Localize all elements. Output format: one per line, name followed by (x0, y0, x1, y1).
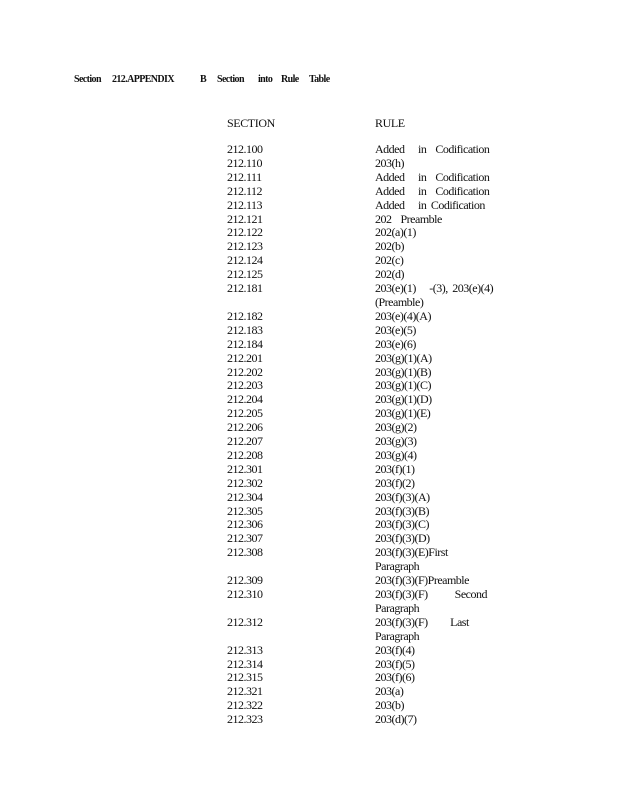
section-number: 212.313 (227, 642, 263, 657)
rule-reference: Added in Codification (375, 197, 485, 212)
rule-reference: 202(c) (375, 253, 404, 268)
section-number: 212.203 (227, 378, 263, 393)
table-row (227, 671, 527, 685)
conversion-table (227, 143, 527, 727)
rule-reference: 203(f)(2) (375, 475, 415, 490)
heading-word-appendix: 212.APPENDIX (112, 74, 174, 85)
table-row (227, 477, 527, 491)
section-number: 212.310 (227, 587, 263, 601)
rule-reference: 203(f)(3)(D) (375, 531, 430, 546)
table-row (227, 393, 527, 407)
section-number: 212.322 (227, 698, 263, 713)
section-number: 212.323 (227, 712, 263, 727)
table-row (227, 199, 527, 213)
table-row (227, 713, 527, 727)
table-row (227, 171, 527, 185)
section-number: 212.124 (227, 253, 263, 268)
table-row (227, 699, 527, 713)
rule-reference: 203(g)(1)(B) (375, 364, 431, 379)
section-number: 212.110 (227, 155, 263, 170)
rule-reference: 202(d) (375, 267, 404, 282)
section-number: 212.183 (227, 322, 263, 337)
section-number: 212.306 (227, 517, 263, 532)
table-row (227, 421, 527, 435)
table-row (227, 352, 527, 366)
rule-reference: 202(b) (375, 239, 404, 254)
table-row (227, 185, 527, 199)
table-row (227, 282, 527, 310)
section-number: 212.181 (227, 281, 263, 296)
section-number: 212.202 (227, 364, 263, 379)
rule-reference: 203(g)(2) (375, 420, 417, 435)
table-row (227, 463, 527, 477)
section-number: 212.315 (227, 670, 263, 685)
table-row (227, 407, 527, 421)
table-row (227, 268, 527, 282)
rule-reference: Added in Codification (375, 169, 490, 184)
table-row (227, 157, 527, 171)
rule-reference: 203(g)(1)(E) (375, 406, 431, 421)
section-number: 212.305 (227, 503, 263, 518)
rule-reference: 203(f)(3)(F) Last Paragraph (375, 614, 478, 643)
section-number: 212.204 (227, 392, 263, 407)
section-number: 212.205 (227, 406, 263, 421)
table-row (227, 616, 527, 644)
section-number: 212.125 (227, 267, 263, 282)
rule-reference: 203(f)(4) (375, 642, 415, 657)
table-row (227, 254, 527, 268)
rule-reference: 203(g)(1)(D) (375, 392, 432, 407)
rule-reference: Added in Codification (375, 142, 490, 156)
rule-reference: 203(g)(4) (375, 447, 417, 462)
rule-reference: 203(f)(3)(F) Second Paragraph (375, 587, 492, 615)
section-number: 212.121 (227, 211, 263, 226)
rule-reference: 203(f)(6) (375, 670, 415, 685)
rule-reference: 203(g)(1)(A) (375, 350, 432, 365)
section-number: 212.184 (227, 336, 263, 351)
section-number: 212.111 (227, 169, 262, 184)
heading-word-section: Section (74, 74, 101, 85)
rule-reference: 203(f)(3)(B) (375, 503, 429, 518)
table-row (227, 366, 527, 380)
rule-reference: 203(f)(3)(C) (375, 517, 429, 532)
rule-reference: 203(f)(3)(F)Preamble (375, 573, 469, 588)
table-row (227, 574, 527, 588)
section-number: 212.309 (227, 573, 263, 588)
section-number: 212.182 (227, 308, 263, 323)
section-number: 212.302 (227, 475, 263, 490)
heading-word-b: B (200, 74, 207, 85)
rule-reference: 203(f)(3)(E)First Paragraph (375, 545, 484, 574)
heading-word-section-2: Section (217, 74, 244, 85)
rule-reference: 203(e)(1) -(3), 203(e)(4)(Preamble) (375, 281, 494, 309)
table-row (227, 449, 527, 463)
section-number: 212.201 (227, 350, 263, 365)
section-number: 212.122 (227, 225, 263, 240)
rule-reference: 202(a)(1) (375, 225, 416, 240)
section-number: 212.206 (227, 420, 263, 435)
table-row (227, 435, 527, 449)
section-number: 212.123 (227, 239, 263, 254)
heading-word-into: into (258, 74, 273, 85)
heading-word-rule: Rule (281, 74, 299, 85)
table-row (227, 644, 527, 658)
table-row (227, 213, 527, 227)
table-row (227, 588, 527, 616)
rule-reference: 203(b) (375, 698, 404, 713)
table-row (227, 685, 527, 699)
rule-reference: 203(g)(3) (375, 434, 417, 449)
rule-reference: 203(d)(7) (375, 712, 417, 727)
rule-reference: 203(e)(6) (375, 336, 416, 351)
section-column-header: SECTION (227, 116, 275, 130)
section-number: 212.307 (227, 531, 263, 546)
table-row (227, 532, 527, 546)
section-number: 212.207 (227, 434, 263, 449)
rule-reference: 203(a) (375, 684, 404, 699)
rule-reference: 202 Preamble (375, 211, 442, 226)
section-number: 212.312 (227, 614, 263, 629)
section-number: 212.100 (227, 142, 263, 156)
table-row (227, 338, 527, 352)
rule-column-header: RULE (375, 116, 405, 130)
section-number: 212.308 (227, 545, 263, 560)
section-number: 212.112 (227, 183, 263, 198)
rule-reference: 203(e)(5) (375, 322, 416, 337)
table-row (227, 310, 527, 324)
rule-reference: 203(h) (375, 155, 404, 170)
rule-reference: 203(f)(3)(A) (375, 489, 430, 504)
rule-reference: 203(e)(4)(A) (375, 308, 431, 323)
section-number: 212.314 (227, 656, 263, 671)
table-row (227, 379, 527, 393)
table-row (227, 658, 527, 672)
section-number: 212.208 (227, 447, 263, 462)
table-row (227, 505, 527, 519)
section-number: 212.321 (227, 684, 263, 699)
table-row (227, 143, 527, 157)
table-row (227, 226, 527, 240)
rule-reference: Added in Codification (375, 183, 490, 198)
rule-reference: 203(f)(1) (375, 461, 415, 476)
section-number: 212.304 (227, 489, 263, 504)
section-number: 212.301 (227, 461, 263, 476)
table-row (227, 324, 527, 338)
rule-reference: 203(g)(1)(C) (375, 378, 431, 393)
table-row (227, 491, 527, 505)
section-number: 212.113 (227, 197, 263, 212)
table-row (227, 518, 527, 532)
rule-reference: 203(f)(5) (375, 656, 415, 671)
table-row (227, 240, 527, 254)
table-row (227, 546, 527, 574)
heading-word-table: Table (309, 74, 330, 85)
